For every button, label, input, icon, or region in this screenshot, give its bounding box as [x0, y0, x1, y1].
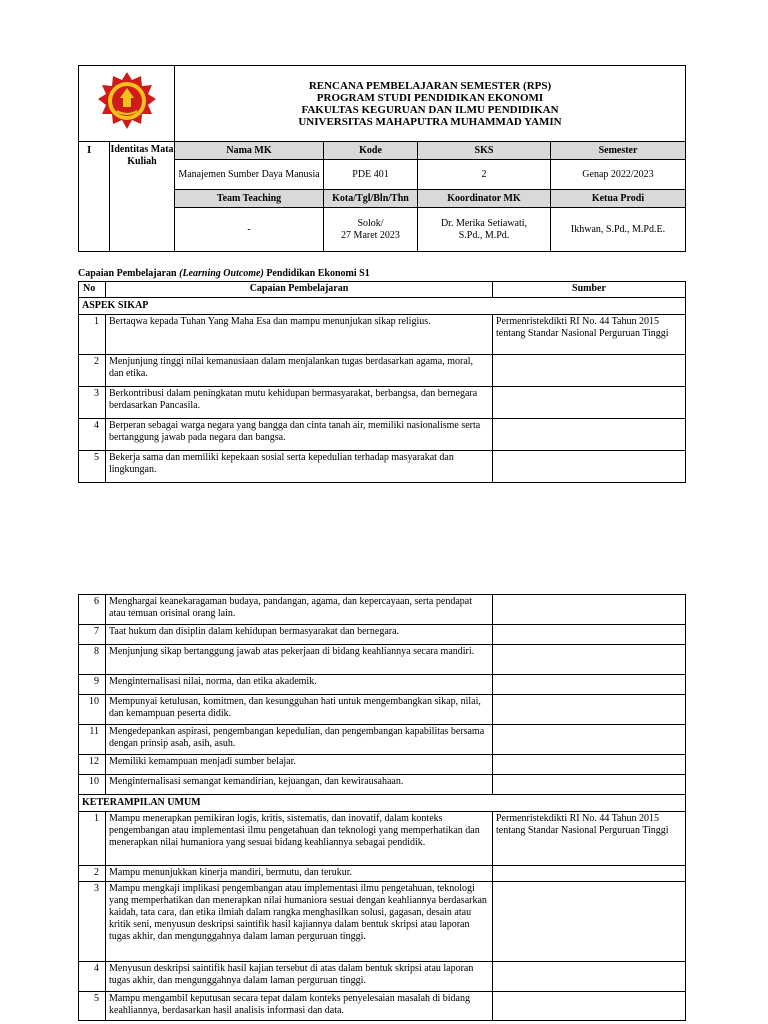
- title-line-2: PROGRAM STUDI PENDIDIKAN EKONOMI: [316, 91, 544, 104]
- cp-heading: [78, 268, 370, 279]
- cp-row-text: Mempunyai ketulusan, komitmen, dan kesungguhan hati untuk mengembangkan sikap, nilai, dan kemampuan peserta didik.: [106, 695, 493, 725]
- cp-row-number: 4: [79, 419, 106, 451]
- cp-row: [79, 625, 686, 645]
- cp-row: [79, 775, 686, 795]
- cp-row-text: Mampu mengambil keputusan secara tepat dalam konteks penyelesaian masalah di bidang keahliannya, berdasarkan hasil analisis informasi dan data.: [106, 992, 493, 1021]
- kaprodi-value: Ikhwan, S.Pd., M.Pd.E.: [551, 208, 686, 252]
- cp-row-sumber: [493, 755, 686, 775]
- kota-line-1: Solok/: [357, 217, 384, 229]
- cp-heading-italic: (Learning Outcome): [179, 268, 264, 279]
- cp-row-sumber: [493, 645, 686, 675]
- cp-row-sumber: [493, 695, 686, 725]
- cp-row-text: Bertaqwa kepada Tuhan Yang Maha Esa dan mampu menunjukan sikap religius.: [106, 315, 493, 355]
- cp-row-number: 5: [79, 992, 106, 1021]
- col-team-teaching: Team Teaching: [175, 190, 324, 208]
- rps-header-table: [78, 65, 686, 252]
- cp-row-sumber: [493, 675, 686, 695]
- semester-value: Genap 2022/2023: [551, 160, 686, 190]
- col-kode: Kode: [324, 142, 418, 160]
- cp-row-text: Menjunjung sikap bertanggung jawab atas pekerjaan di bidang keahliannya secara mandiri.: [106, 645, 493, 675]
- logo-cell: [79, 66, 175, 142]
- cp-row-number: 8: [79, 645, 106, 675]
- cp-row: [79, 419, 686, 451]
- title-line-1: RENCANA PEMBELAJARAN SEMESTER (RPS): [308, 79, 552, 92]
- cp-row-sumber: [493, 387, 686, 419]
- university-logo-icon: [97, 71, 157, 131]
- cp-heading-pre: Capaian Pembelajaran: [78, 268, 180, 279]
- cp-row-number: 3: [79, 882, 106, 962]
- cp-row-sumber: [493, 725, 686, 755]
- cp-row-sumber: [493, 419, 686, 451]
- kode-value: PDE 401: [324, 160, 418, 190]
- cp-row-text: Mengedepankan aspirasi, pengembangan kepedulian, dan pengembangan kapabilitas bersama dengan prinsip asah, asih, asuh.: [106, 725, 493, 755]
- cp-row-number: 2: [79, 866, 106, 882]
- cp-row-text: Berkontribusi dalam peningkatan mutu kehidupan bermasyarakat, berbangsa, dan bernegara berdasarkan Pancasila.: [106, 387, 493, 419]
- identitas-label: Identitas Mata Kuliah: [110, 142, 175, 252]
- rps-title: [175, 66, 686, 142]
- cp-row-number: 4: [79, 962, 106, 992]
- cp-row-sumber: Permenristekdikti RI No. 44 Tahun 2015 tentang Standar Nasional Perguruan Tinggi: [493, 315, 686, 355]
- cp-row: [79, 355, 686, 387]
- koordinator-value: [418, 208, 551, 252]
- cp-row-number: 11: [79, 725, 106, 755]
- cp-row-number: 6: [79, 595, 106, 625]
- col-koordinator: Koordinator MK: [418, 190, 551, 208]
- cp-row: [79, 755, 686, 775]
- title-line-4: UNIVERSITAS MAHAPUTRA MUHAMMAD YAMIN: [298, 115, 562, 128]
- cp-row-sumber: [493, 775, 686, 795]
- cp-row-text: Memiliki kemampuan menjadi sumber belajar.: [106, 755, 493, 775]
- cp-row-number: 2: [79, 355, 106, 387]
- cp-row-sumber: [493, 451, 686, 483]
- cp-row: [79, 695, 686, 725]
- section-row: [79, 795, 686, 812]
- cp-row: [79, 451, 686, 483]
- koordinator-line-2: S.Pd., M.Pd.: [458, 229, 510, 241]
- cp-heading-post: Pendidikan Ekonomi S1: [263, 268, 370, 279]
- cp-row: [79, 962, 686, 992]
- koordinator-line-1: Dr. Merika Setiawati,: [440, 217, 528, 229]
- cp-row-number: 1: [79, 812, 106, 866]
- cp-row-text: Mampu menerapkan pemikiran logis, kritis, sistematis, dan inovatif, dalam konteks pengembangan atau implementasi ilmu pengetahuan dan teknologi yang memperhatikan dan menerapkan nilai humaniora yang sesuai bidang keahliannya sebagai pendidik.: [106, 812, 493, 866]
- col-no: No: [79, 282, 106, 298]
- col-capaian: Capaian Pembelajaran: [106, 282, 493, 298]
- section-roman: I: [79, 142, 110, 252]
- cp-row-text: Mampu mengkaji implikasi pengembangan atau implementasi ilmu pengetahuan, teknologi yang memperhatikan dan menerapkan nilai humaniora sesuai dengan keahliannya berdasarkan kaidah, tata cara, dan etika ilmiah dalam rangka menghasilkan solusi, gagasan, desain atau kritik seni, menyusun deskripsi saintifik hasil kajiannya dalam bentuk skripsi atau laporan tugas akhir, dan mengunggahnya dalam laman perguruan tinggi.: [106, 882, 493, 962]
- col-sks: SKS: [418, 142, 551, 160]
- kota-value: [324, 208, 418, 252]
- cp-row: [79, 387, 686, 419]
- cp-row-text: Menghargai keanekaragaman budaya, pandangan, agama, dan kepercayaan, serta pendapat atau temuan orisinal orang lain.: [106, 595, 493, 625]
- cp-row-number: 12: [79, 755, 106, 775]
- cp-row-text: Menjunjung tinggi nilai kemanusiaan dalam menjalankan tugas berdasarkan agama, moral, dan etika.: [106, 355, 493, 387]
- cp-row-sumber: Permenristekdikti RI No. 44 Tahun 2015 tentang Standar Nasional Perguruan Tinggi: [493, 812, 686, 866]
- cp-row: [79, 315, 686, 355]
- cp-row: [79, 812, 686, 866]
- cp-row-sumber: [493, 355, 686, 387]
- cp-row-sumber: [493, 866, 686, 882]
- cp-row-text: Taat hukum dan disiplin dalam kehidupan bermasyarakat dan bernegara.: [106, 625, 493, 645]
- nama-mk-value: Manajemen Sumber Daya Manusia: [175, 160, 324, 190]
- cp-row: [79, 645, 686, 675]
- cp-row-sumber: [493, 962, 686, 992]
- cp-row: [79, 992, 686, 1021]
- cp-row-number: 10: [79, 775, 106, 795]
- cp-row-sumber: [493, 882, 686, 962]
- cp-row-sumber: [493, 625, 686, 645]
- col-ketua-prodi: Ketua Prodi: [551, 190, 686, 208]
- cp-table-2: [78, 594, 686, 1021]
- cp-row: [79, 882, 686, 962]
- sks-value: 2: [418, 160, 551, 190]
- cp-row-number: 3: [79, 387, 106, 419]
- cp-row-text: Menyusun deskripsi saintifik hasil kajian tersebut di atas dalam bentuk skripsi atau laporan tugas akhir, dan mengunggahnya dalam laman perguruan tinggi.: [106, 962, 493, 992]
- cp-row-number: 10: [79, 695, 106, 725]
- section-aspek-sikap: ASPEK SIKAP: [79, 298, 686, 315]
- title-line-3: FAKULTAS KEGURUAN DAN ILMU PENDIDIKAN: [301, 103, 559, 116]
- cp-row-sumber: [493, 595, 686, 625]
- col-semester: Semester: [551, 142, 686, 160]
- cp-row-sumber: [493, 992, 686, 1021]
- col-nama-mk: Nama MK: [175, 142, 324, 160]
- cp-row: [79, 725, 686, 755]
- cp-row: [79, 675, 686, 695]
- cp-row-number: 7: [79, 625, 106, 645]
- cp-row-number: 1: [79, 315, 106, 355]
- cp-row-number: 5: [79, 451, 106, 483]
- cp-row: [79, 595, 686, 625]
- section-keterampilan-umum: KETERAMPILAN UMUM: [79, 795, 686, 812]
- cp-row-text: Berperan sebagai warga negara yang bangga dan cinta tanah air, memiliki nasionalisme serta bertanggung jawab pada negara dan bangsa.: [106, 419, 493, 451]
- cp-row: [79, 866, 686, 882]
- cp-row-text: Mampu menunjukkan kinerja mandiri, bermutu, dan terukur.: [106, 866, 493, 882]
- cp-row-number: 9: [79, 675, 106, 695]
- col-kota: Kota/Tgl/Bln/Thn: [324, 190, 418, 208]
- kota-line-2: 27 Maret 2023: [341, 229, 400, 241]
- cp-row-text: Menginternalisasi nilai, norma, dan etika akademik.: [106, 675, 493, 695]
- cp-table-1: [78, 281, 686, 483]
- col-sumber: Sumber: [493, 282, 686, 298]
- team-value: -: [175, 208, 324, 252]
- cp-row-text: Menginternalisasi semangat kemandirian, kejuangan, dan kewirausahaan.: [106, 775, 493, 795]
- cp-row-text: Bekerja sama dan memiliki kepekaan sosial serta kepedulian terhadap masyarakat dan lingkungan.: [106, 451, 493, 483]
